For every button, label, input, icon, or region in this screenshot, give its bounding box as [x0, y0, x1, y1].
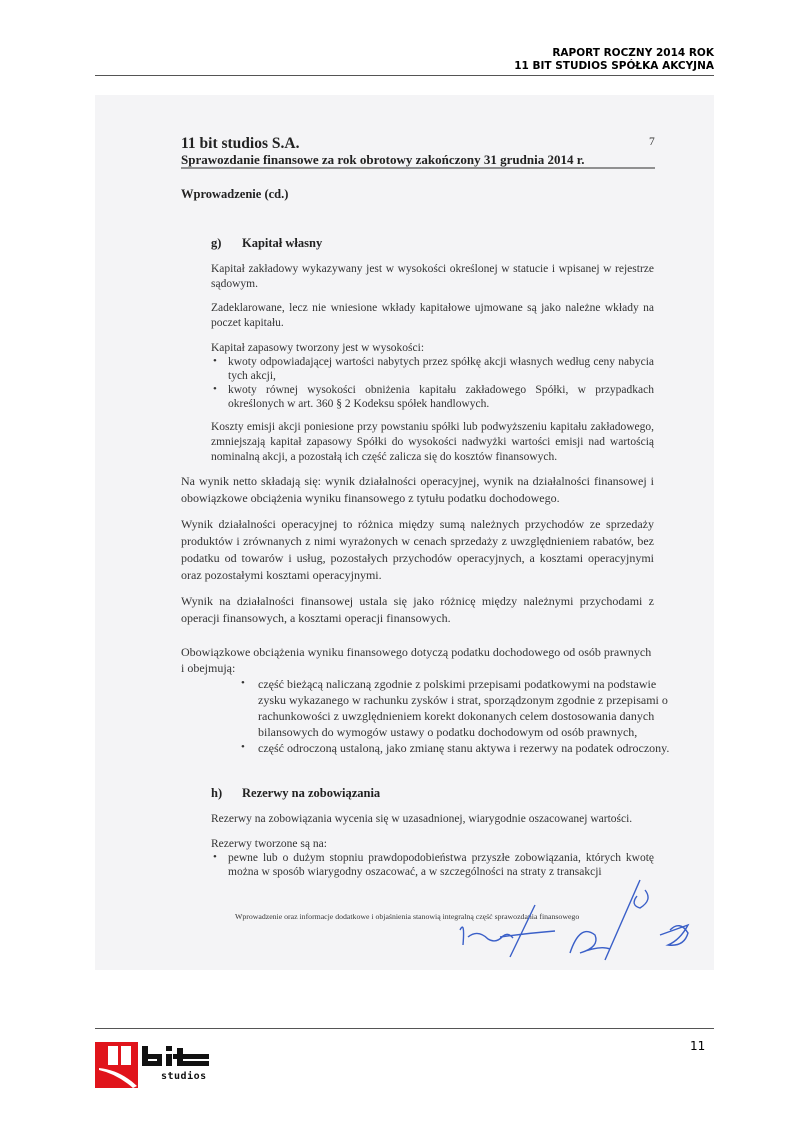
bullet-icon: • [213, 851, 217, 863]
footer-divider [95, 1028, 714, 1029]
paragraph-line: można w sposób wiarygodny oszacować, a w szczególności na straty z transakcji [228, 866, 602, 878]
header-divider [95, 75, 714, 76]
paragraph-line: Obowiązkowe obciążenia wyniku finansowego dotyczą podatku dochodowego od osób prawnych [181, 645, 652, 659]
company-title: 11 bit studios S.A. [181, 135, 300, 152]
bullet-icon: • [213, 355, 217, 367]
paragraph-line: kwoty odpowiadającej wartości nabytych przez spółkę akcji własnych według ceny nabycia [228, 356, 654, 368]
paragraph-line: podatku od towarów i usług, pozostałych przychodów operacyjnych, a kosztami operacyjnymi [181, 551, 654, 565]
paragraph-line: zmniejszają kapitał zapasowy Spółki do wysokości nadwyżki wartości emisji nad wartością [211, 436, 654, 448]
paragraph-line: Kapitał zapasowy tworzony jest w wysokości: [211, 342, 425, 354]
paragraph-line: Wynik na działalności finansowej ustala się jako różnicę między należnymi przychodami z [181, 594, 654, 608]
paragraph-line: Rezerwy tworzone są na: [211, 838, 327, 850]
section-letter: g) [211, 236, 222, 250]
statement-subtitle: Sprawozdanie finansowe za rok obrotowy zakończony 31 grudnia 2014 r. [181, 152, 585, 167]
section-title: Kapitał własny [242, 236, 323, 250]
section-letter: h) [211, 786, 223, 800]
bullet-icon: • [241, 677, 245, 689]
page-number: 11 [690, 1039, 706, 1053]
paragraph-line: Kapitał zakładowy wykazywany jest w wysokości określonej w statucie i wpisanej w rejestrze [211, 263, 654, 275]
paragraph-line: Rezerwy na zobowiązania wycenia się w uzasadnionej, wiarygodnie oszacowanej wartości. [211, 813, 633, 825]
signatures-icon [440, 875, 710, 965]
paragraph-line: Koszty emisji akcji poniesione przy powstaniu spółki lub podwyższeniu kapitału zakładowego, [211, 421, 654, 433]
paragraph-line: operacji finansowych, a kosztami operacji finansowych. [181, 611, 451, 625]
paragraph-line: rachunkowości z uwzględnieniem korekt dokonanych celem dostosowania danych [258, 709, 655, 723]
footnote: Wprowadzenie oraz informacje dodatkowe i objaśnienia stanowią integralną część sprawozdania finansowego [235, 912, 580, 921]
company-name-header: 11 BIT STUDIOS SPÓŁKA AKCYJNA [514, 60, 714, 72]
paragraph-line: część bieżącą naliczaną zgodnie z polskimi przepisami podatkowymi na podstawie [258, 677, 657, 691]
paragraph-line: pewne lub o dużym stopniu prawdopodobieństwa przyszłe zobowiązania, których kwotę [228, 852, 654, 864]
paragraph-line: i obejmują: [181, 661, 236, 675]
paragraph-line: część odroczoną ustaloną, jako zmianę stanu aktywa i rezerwy na podatek odroczony. [258, 741, 670, 755]
paragraph-line: Na wynik netto składają się: wynik działalności operacyjnej, wynik na działalności finansowej i [181, 474, 654, 488]
section-heading: Wprowadzenie (cd.) [181, 187, 289, 201]
bullet-icon: • [241, 741, 245, 753]
11bit-studios-logo [95, 1040, 211, 1090]
paragraph-line: tych akcji, [228, 370, 276, 382]
bullet-icon: • [213, 383, 217, 395]
paragraph-line: określonych w art. 360 § 2 Kodeksu spółek handlowych. [228, 398, 490, 410]
paragraph-line: poczet kapitału. [211, 317, 284, 329]
paragraph-line: produktów i zrównanych z nimi wyrażonych w cenach sprzedaży z uwzględnieniem rabatów, bez [181, 534, 654, 548]
paragraph-line: sądowym. [211, 278, 258, 290]
scan-page-number: 7 [649, 136, 655, 148]
paragraph-line: zysku wykazanego w rachunku zysków i strat, sporządzonym zgodnie z przepisami o [258, 693, 668, 707]
paragraph-line: obowiązkowe obciążenia wyniku finansowego z tytułu podatku dochodowego. [181, 491, 560, 505]
report-title: RAPORT ROCZNY 2014 ROK [552, 47, 714, 59]
subtitle-underline [181, 167, 655, 169]
section-title: Rezerwy na zobowiązania [242, 786, 381, 800]
paragraph-line: Wynik działalności operacyjnej to różnica między sumą należnych przychodów ze sprzedaży [181, 517, 654, 531]
paragraph-line: nominalną akcji, a pozostałą ich część zalicza się do kosztów finansowych. [211, 451, 558, 463]
scanned-page [95, 95, 714, 970]
svg-text:studios: studios [161, 1071, 207, 1082]
paragraph-line: kwoty równej wysokości obniżenia kapitału zakładowego Spółki, w przypadkach [228, 384, 654, 396]
paragraph-line: oraz pozostałymi kosztami operacyjnymi. [181, 568, 382, 582]
paragraph-line: bilansowych do wymogów ustawy o podatku dochodowym od osób prawnych, [258, 725, 638, 739]
paragraph-line: Zadeklarowane, lecz nie wniesione wkłady kapitałowe ujmowane są jako należne wkłady na [211, 302, 654, 314]
